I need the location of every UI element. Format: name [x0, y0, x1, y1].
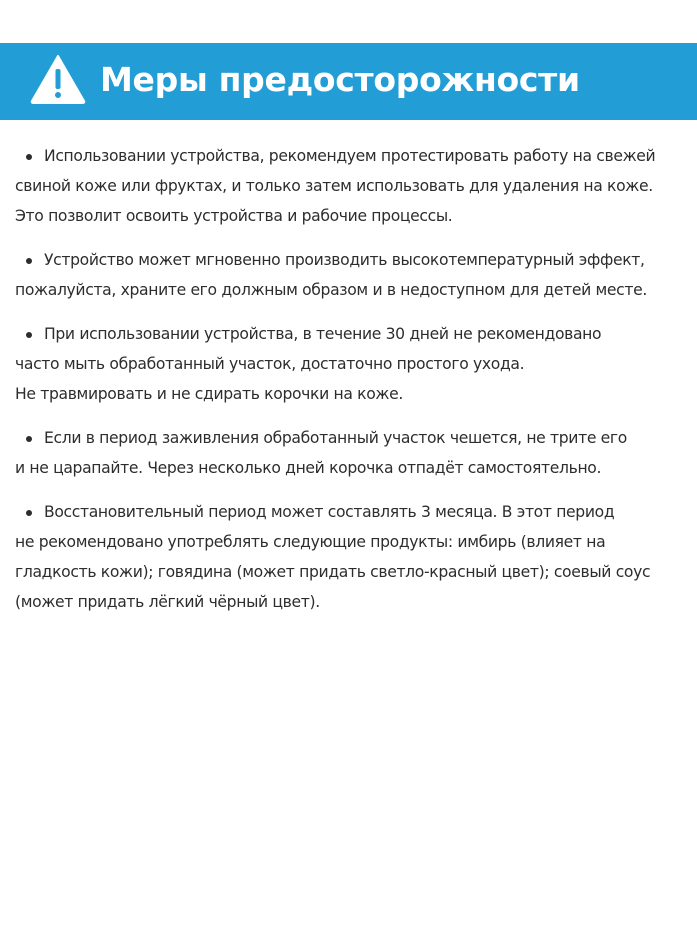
precaution-text: Использовании устройства, рекомендуем протестировать работу на свежей — [44, 147, 656, 165]
precaution-text: не рекомендовано употреблять следующие продукты: имбирь (влияет на — [15, 533, 606, 551]
bullet-icon — [26, 154, 32, 160]
precaution-text: и не царапайте. Через несколько дней корочка отпадёт самостоятельно. — [15, 459, 602, 477]
precautions-list — [0, 141, 697, 631]
header-banner — [0, 43, 697, 120]
precaution-item — [0, 423, 697, 483]
precaution-text: свиной коже или фруктах, и только затем использовать для удаления на коже. — [15, 177, 653, 195]
precaution-item — [0, 319, 697, 409]
precaution-text: Не травмировать и не сдирать корочки на коже. — [15, 385, 403, 403]
precaution-item — [0, 497, 697, 617]
precaution-text: (может придать лёгкий чёрный цвет). — [15, 593, 320, 611]
precaution-text: пожалуйста, храните его должным образом и в недоступном для детей месте. — [15, 281, 647, 299]
precaution-text: Если в период заживления обработанный участок чешется, не трите его — [44, 429, 627, 447]
precaution-text: Восстановительный период может составлять 3 месяца. В этот период — [44, 503, 615, 521]
precaution-item — [0, 141, 697, 231]
bullet-icon — [26, 436, 32, 442]
bullet-icon — [26, 332, 32, 338]
precaution-text: гладкость кожи); говядина (может придать светло-красный цвет); соевый соус — [15, 563, 651, 581]
precaution-item — [0, 245, 697, 305]
bullet-icon — [26, 510, 32, 516]
precaution-text: При использовании устройства, в течение 30 дней не рекомендовано — [44, 325, 602, 343]
precaution-text: Устройство может мгновенно производить высокотемпературный эффект, — [44, 251, 645, 269]
warning-icon — [30, 54, 86, 104]
page-title: Меры предосторожности — [100, 60, 580, 99]
precaution-text: часто мыть обработанный участок, достаточно простого ухода. — [15, 355, 525, 373]
bullet-icon — [26, 258, 32, 264]
precaution-text: Это позволит освоить устройства и рабочие процессы. — [15, 207, 453, 225]
